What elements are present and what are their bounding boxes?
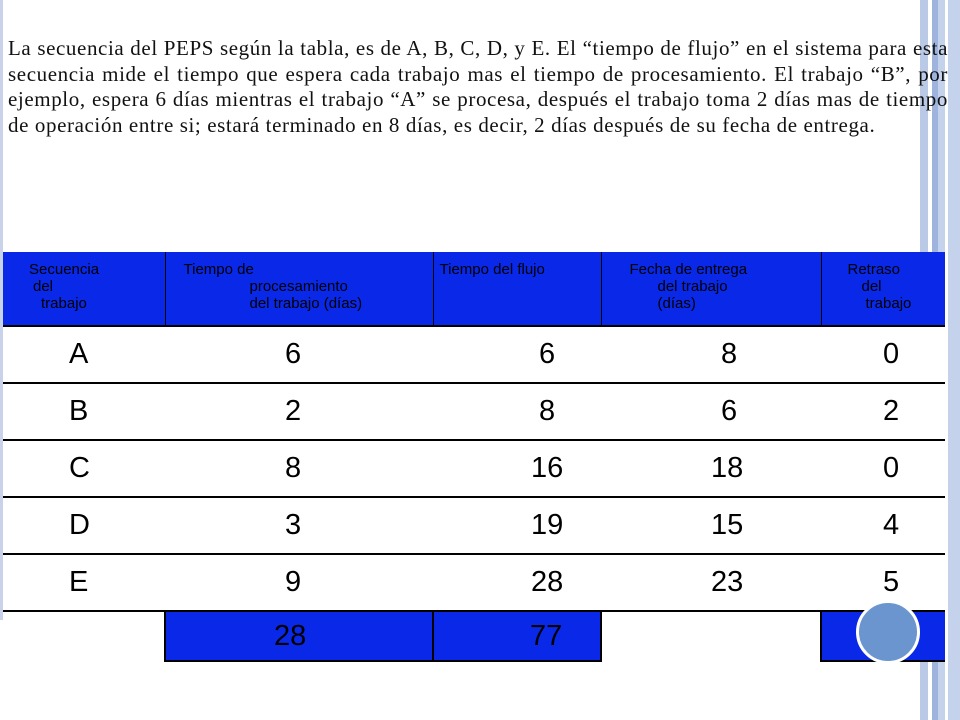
header-text: Fecha de entrega (629, 261, 748, 278)
header-due-date (601, 252, 821, 326)
cell-delay: 2 (821, 383, 945, 440)
cell-due: 6 (601, 383, 821, 440)
header-text: Retraso (847, 261, 901, 278)
header-sequence (3, 252, 165, 326)
header-text: Secuencia (29, 261, 100, 278)
cell-flow: 16 (433, 440, 601, 497)
cell-processing: 8 (165, 440, 433, 497)
totals-row (3, 611, 945, 661)
table-row (3, 326, 945, 383)
header-text: procesamiento (249, 278, 348, 295)
cell-due: 23 (601, 554, 821, 611)
cell-job: E (3, 554, 165, 611)
header-text: trabajo (41, 295, 87, 312)
cell-flow: 19 (433, 497, 601, 554)
cell-flow: 6 (433, 326, 601, 383)
peps-table (3, 252, 945, 662)
cell-due: 8 (601, 326, 821, 383)
decorative-circle (856, 600, 920, 664)
explanation-paragraph: La secuencia del PEPS según la tabla, es de A, B, C, D, y E. El “tiempo de flujo” en el sistema para esta secuencia mide el tiempo que espera cada trabajo mas el tiempo de procesamiento. El trabajo “B”, por ejemplo, espera 6 días mientras el trabajo “A” se procesa, después el trabajo toma 2 días mas de tiempo de operación entre si; estará terminado en 8 días, es decir, 2 días después de su fecha de entrega. (8, 36, 948, 137)
header-text: del (33, 278, 54, 295)
header-delay (821, 252, 945, 326)
cell-flow: 28 (433, 554, 601, 611)
total-empty-cell (601, 611, 821, 661)
header-text: del trabajo (días) (249, 295, 363, 312)
cell-due: 15 (601, 497, 821, 554)
total-flow: 77 (433, 611, 601, 661)
cell-processing: 3 (165, 497, 433, 554)
table-header-row (3, 252, 945, 326)
header-text: del trabajo (657, 278, 728, 295)
cell-job: B (3, 383, 165, 440)
table-row (3, 554, 945, 611)
header-text: Tiempo de (183, 261, 254, 278)
cell-processing: 6 (165, 326, 433, 383)
total-processing: 28 (165, 611, 433, 661)
cell-job: C (3, 440, 165, 497)
cell-job: A (3, 326, 165, 383)
cell-processing: 9 (165, 554, 433, 611)
header-text: Tiempo del flujo (439, 261, 545, 278)
cell-job: D (3, 497, 165, 554)
header-flow-time (433, 252, 601, 326)
cell-delay: 5 (821, 554, 945, 611)
cell-flow: 8 (433, 383, 601, 440)
total-empty-cell (3, 611, 165, 661)
table-row (3, 497, 945, 554)
cell-processing: 2 (165, 383, 433, 440)
cell-delay: 0 (821, 440, 945, 497)
table-row (3, 383, 945, 440)
header-processing-time (165, 252, 433, 326)
header-text: del (861, 278, 882, 295)
cell-delay: 4 (821, 497, 945, 554)
cell-due: 18 (601, 440, 821, 497)
table-row (3, 440, 945, 497)
cell-delay: 0 (821, 326, 945, 383)
header-text: (días) (657, 295, 696, 312)
header-text: trabajo (865, 295, 912, 312)
